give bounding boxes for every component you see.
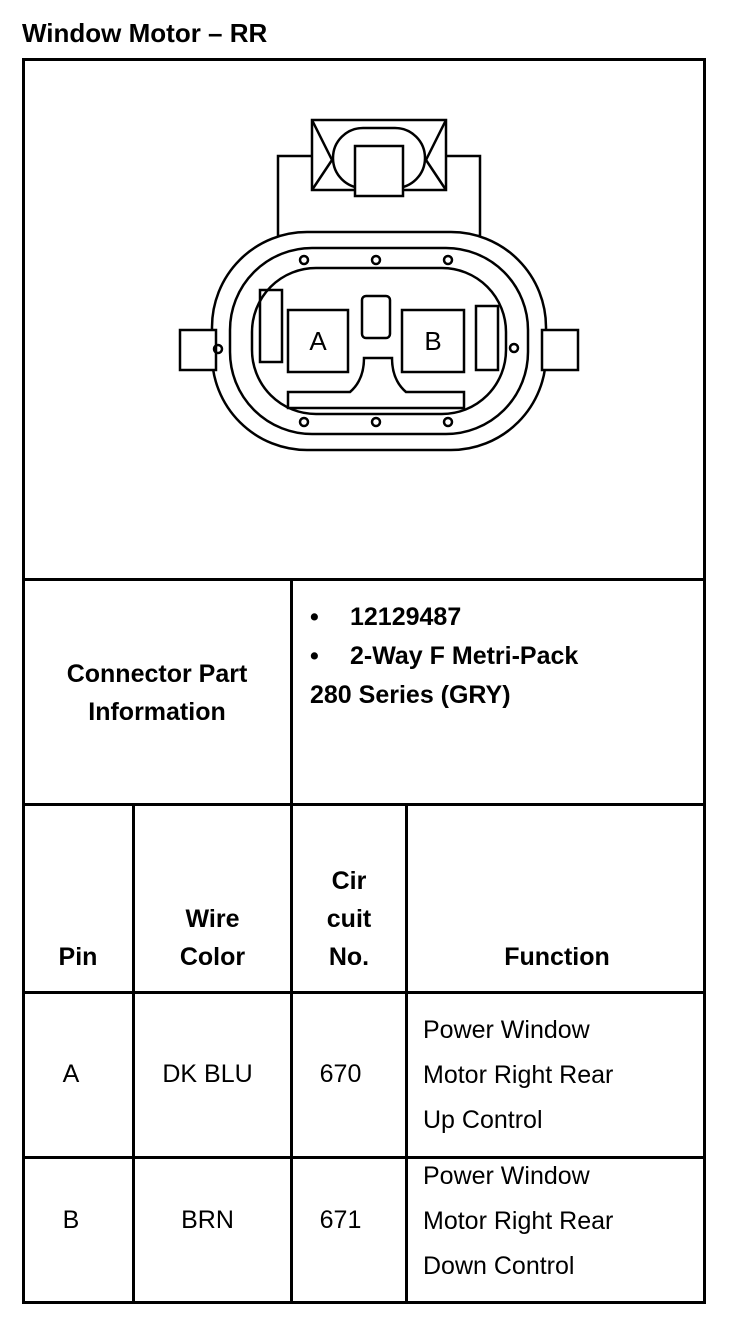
row-b-wire-color: BRN [181,1206,234,1234]
page-title: Window Motor – RR [22,18,268,48]
row-a-circuit: 670 [319,1060,362,1088]
row-b-function-line1: Power Window [423,1162,590,1190]
part-type-item: • 2-Way F Metri-Pack [310,642,579,670]
part-number-item: • 12129487 [310,603,462,631]
header-circuit-line1: Cir [331,867,367,895]
row-a-function-line1: Power Window [423,1016,590,1044]
pin-label-b: B [424,326,442,356]
part-type: 2-Way F Metri-Pack [350,642,579,670]
divider-diagram-bottom [22,578,706,581]
divider-circuit-col [405,805,408,1304]
row-b-function [423,1154,613,1289]
header-circuit [293,862,405,976]
header-function: Function [504,943,610,971]
row-b-function-line2: Motor Right Rear [423,1207,614,1235]
divider-partinfo-bottom [22,803,706,806]
row-b-circuit: 671 [319,1206,362,1234]
row-a-wire-color: DK BLU [162,1060,253,1088]
part-info-label-line1: Connector Part [66,660,248,688]
row-a-pin: A [62,1060,80,1088]
header-wire-color [135,900,290,976]
header-circuit-line3: No. [328,943,370,971]
row-b-function-line3: Down Control [423,1252,575,1280]
part-info-details [310,598,578,715]
pin-label-a: A [309,326,327,356]
header-circuit-line2: cuit [326,905,372,933]
part-series: 280 Series (GRY) [310,681,511,709]
part-number: 12129487 [350,603,462,631]
row-a-function [423,1008,613,1143]
row-a-function-line3: Up Control [423,1106,543,1134]
row-b-pin: B [62,1206,80,1234]
divider-header-bottom [22,991,706,994]
header-wire-color-line2: Color [179,943,246,971]
part-info-label [24,655,290,731]
row-a-function-line2: Motor Right Rear [423,1061,614,1089]
header-wire-color-line1: Wire [185,905,240,933]
header-pin: Pin [58,943,98,971]
connector-diagram [170,110,590,470]
part-info-label-line2: Information [88,698,226,726]
